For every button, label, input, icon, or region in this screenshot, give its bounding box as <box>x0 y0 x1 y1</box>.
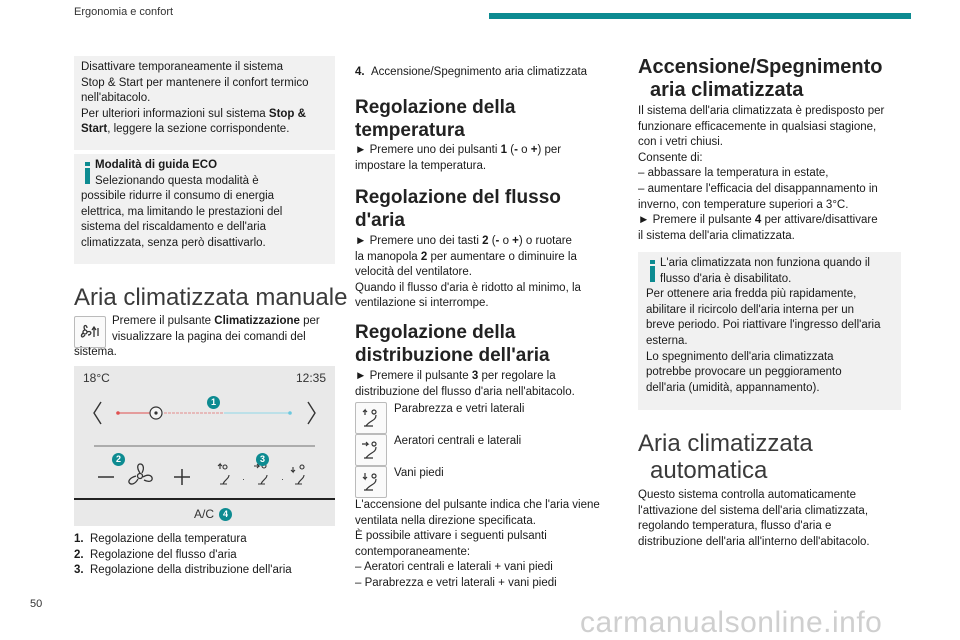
legend-item-4: 4. Accensione/Spegnimento aria climatizzata <box>355 66 588 78</box>
option-windscreen: Parabrezza e vetri laterali <box>394 403 525 415</box>
central-vent-icon <box>355 434 387 466</box>
info-icon <box>650 260 655 282</box>
screen-time: 12:35 <box>296 371 327 385</box>
ac-label: A/C <box>194 507 215 521</box>
callout-2: 2 <box>112 453 125 466</box>
temperature-heading: Regolazione della temperatura <box>355 97 516 141</box>
auto-ac-heading: Aria climatizzata automatica <box>638 430 813 484</box>
list-item: 1. Regolazione della temperatura <box>74 533 247 545</box>
eco-mode-note: Modalità di guida ECO Selezionando questa modalità è possibile ridurre il consumo di energia elettrica, ma limitando le prestazioni del sistema del riscaldamento e dell'aria climatizzata, senza però disattivarlo. <box>74 154 335 264</box>
climate-screen <box>74 366 335 526</box>
screen-legend <box>74 532 336 579</box>
footwell-vent-icon <box>355 466 387 498</box>
ac-onoff-text: Il sistema dell'aria climatizzata è predisposto per funzionare efficacemente in qualsiasi stagione, con i vetri chiusi. Consente di: – abbassare la temperatura in estate, – aumentare l'efficacia del disappannamento in inverno, con temperature superiori a 3°C. ► Premere il pulsante 4 per attivare/disattivare il sistema dell'aria climatizzata. <box>638 105 885 242</box>
option-central-vents: Aeratori centrali e laterali <box>394 435 522 447</box>
climate-instruction: Premere il pulsante Climatizzazione per visualizzare la pagina dei comandi del sistema. <box>74 315 320 359</box>
airflow-heading: Regolazione del flusso d'aria <box>355 187 561 231</box>
watermark: carmanualsonline.info <box>580 606 883 639</box>
temp-up-chevron-icon <box>308 402 315 424</box>
temp-down-chevron-icon <box>94 402 101 424</box>
svg-text:·: · <box>242 474 245 484</box>
manual-ac-heading: Aria climatizzata manuale <box>74 284 348 311</box>
callout-4: 4 <box>219 508 232 521</box>
distribution-icons <box>218 464 304 484</box>
section-title: Ergonomia e confort <box>74 6 174 18</box>
callout-3: 3 <box>256 453 269 466</box>
list-item: 2. Regolazione del flusso d'aria <box>74 548 237 561</box>
page-number: 50 <box>30 598 43 610</box>
svg-text:·: · <box>281 474 284 484</box>
distribution-text: ► Premere il pulsante 3 per regolare la distribuzione del flusso d'aria nell'abitacolo. <box>355 370 575 398</box>
distribution-notes: L'accensione del pulsante indica che l'aria viene ventilata nella direzione specificata. È possibile attivare i seguenti pulsanti contemporaneamente: – Aeratori centrali e laterali + vani piedi – Parabrezza e vetri laterali + vani piedi <box>355 499 600 589</box>
ac-onoff-heading: Accensione/Spegnimento aria climatizzata <box>638 56 883 101</box>
option-footwell: Vani piedi <box>394 467 444 479</box>
ac-info-note: L'aria climatizzata non funziona quando il flusso d'aria è disabilitato. Per ottenere aria fredda più rapidamente, abilitare il ricircolo dell'aria interna per un breve periodo. Poi riattivare l'ingresso dell'aria esterna. Lo spegnimento dell'aria climatizzata potrebbe provocare un peggioramento dell'aria (umidità, appannamento). <box>638 252 901 410</box>
info-icon <box>85 162 90 184</box>
screen-temperature: 18°C <box>83 371 110 385</box>
fan-icon <box>129 464 152 484</box>
stop-start-note: Disattivare temporaneamente il sistema Stop & Start per mantenere il confort termico nell'abitacolo. Per ulteriori informazioni sul sistema Stop & Start, leggere la sezione corrispondente. <box>74 56 335 150</box>
windscreen-vent-icon <box>355 402 387 434</box>
header-accent-bar <box>489 13 911 19</box>
callout-1: 1 <box>207 396 220 409</box>
climate-screen-graphics <box>74 366 335 526</box>
airflow-text: ► Premere uno dei tasti 2 (- o +) o ruotare la manopola 2 per aumentare o diminuire la velocità del ventilatore. Quando il flusso d'aria è ridotto al minimo, la ventilazione si interrompe. <box>355 235 581 310</box>
list-item: 3. Regolazione della distribuzione dell'aria <box>74 564 292 577</box>
distribution-heading: Regolazione della distribuzione dell'aria <box>355 322 550 366</box>
temperature-text: ► Premere uno dei pulsanti 1 (- o +) per impostare la temperatura. <box>355 144 562 172</box>
auto-ac-text: Questo sistema controlla automaticamente l'attivazione del sistema dell'aria climatizzata, regolando temperatura, flusso d'aria e distribuzione dell'aria all'interno dell'abitacolo. <box>638 489 870 548</box>
